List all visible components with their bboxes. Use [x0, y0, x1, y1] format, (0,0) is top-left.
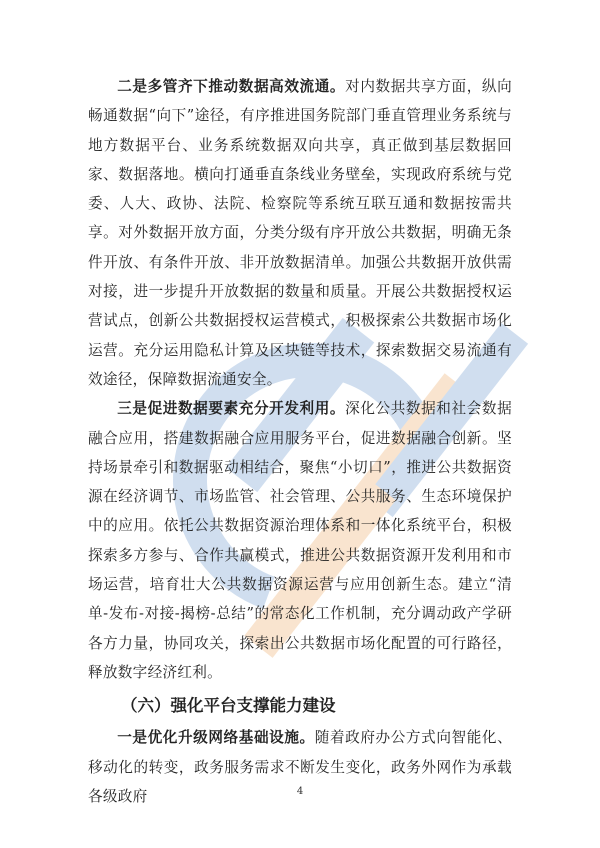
paragraph-body: 随着政府办公方式向智能化、移动化的转变，政务服务需求不断发生变化，政务外网作为承载各级政府 — [88, 729, 512, 805]
paragraph-lead: 一是优化升级网络基础设施。 — [117, 729, 315, 747]
paragraph-data-utilization — [88, 394, 512, 687]
page-number: 4 — [296, 786, 304, 797]
paragraph-body: 对内数据共享方面，纵向畅通数据“向下”途径，有序推进国务院部门垂直管理业务系统与地方数据平台、业务系统数据双向共享，真正做到基层数据回家、数据落地。横向打通垂直条线业务壁垒，实现政府系统与党委、人大、政协、法院、检察院等系统互联互通和数据按需共享。对外数据开放方面，分类分级有序开放公共数据，明确无条件开放、有条件开放、非开放数据清单。加强公共数据开放供需对接，进一步提升开放数据的数量和质量。开展公共数据授权运营试点，创新公共数据授权运营模式，积极探索公共数据市场化运营。充分运用隐私计算及区块链等技术，探索数据交易流通有效途径，保障数据流通安全。 — [88, 78, 512, 388]
paragraph-lead: 三是促进数据要素充分开发利用。 — [117, 400, 346, 418]
paragraph-body: 深化公共数据和社会数据融合应用，搭建数据融合应用服务平台，促进数据融合创新。坚持场景牵引和数据驱动相结合，聚焦“小切口”，推进公共数据资源在经济调节、市场监管、社会管理、公共服务、生态环境保护中的应用。依托公共数据资源治理体系和一体化系统平台，积极探索多方参与、合作共赢模式，推进公共数据资源开发利用和市场运营，培育壮大公共数据资源运营与应用创新生态。建立“清单-发布-对接-揭榜-总结”的常态化工作机制，充分调动政产学研各方力量，协同攻关，探索出公共数据市场化配置的可行路径，释放数字经济红利。 — [88, 400, 512, 681]
paragraph-lead: 二是多管齐下推动数据高效流通。 — [117, 78, 346, 95]
document-body — [88, 72, 512, 811]
paragraph-network-infrastructure — [88, 723, 512, 811]
paragraph-data-circulation — [88, 72, 512, 394]
section-heading: （六）强化平台支撑能力建设 — [121, 696, 336, 716]
